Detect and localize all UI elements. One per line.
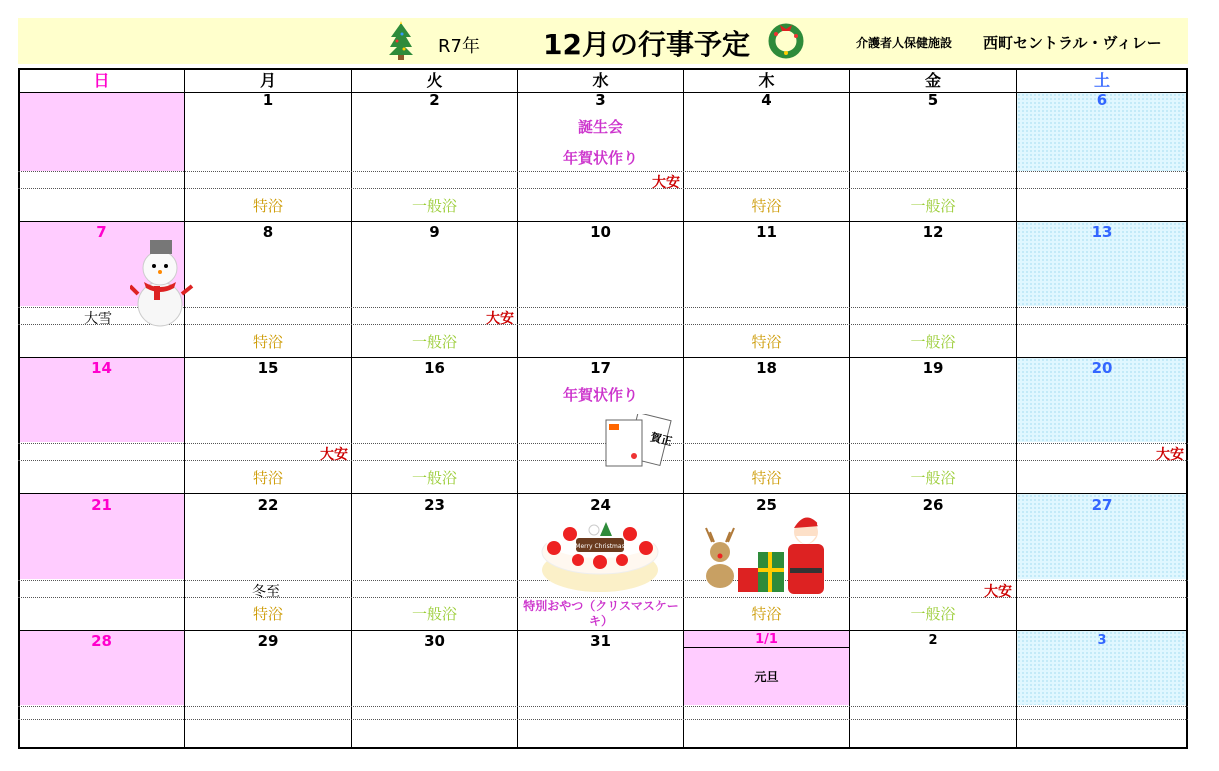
day-number: 10 <box>590 223 611 241</box>
weekday-thu: 木 <box>758 71 775 90</box>
day-number: 22 <box>257 496 279 514</box>
year-label: R7年 <box>438 36 480 57</box>
weekday-wed: 水 <box>592 71 609 90</box>
event-nengajo: 年賀状作り <box>562 386 638 404</box>
special-bath: 特浴 <box>751 605 782 623</box>
page-title: 12月の行事予定 <box>543 28 750 61</box>
taian-label: 大安 <box>984 584 1012 600</box>
new-year-card-icon <box>604 414 674 470</box>
day-number: 1 <box>262 91 274 109</box>
day-number: 18 <box>756 359 777 377</box>
taian-label: 大安 <box>320 447 348 463</box>
general-bath: 一般浴 <box>910 333 956 351</box>
day-number: 25 <box>756 496 777 514</box>
day-number: 9 <box>429 223 440 241</box>
day-number: 4 <box>761 91 772 109</box>
day-number: 7 <box>96 223 107 241</box>
santa-reindeer-icon <box>698 508 840 598</box>
general-bath: 一般浴 <box>910 469 956 487</box>
day-number: 14 <box>91 359 112 377</box>
general-bath: 一般浴 <box>411 333 457 351</box>
general-bath: 一般浴 <box>910 197 956 215</box>
day-number: 26 <box>922 496 944 514</box>
general-bath: 一般浴 <box>411 469 457 487</box>
event-birthday: 誕生会 <box>577 118 623 136</box>
special-bath: 特浴 <box>252 469 283 487</box>
weekday-sat: 土 <box>1093 71 1110 90</box>
weekday-sun: 日 <box>93 71 110 90</box>
day-number: 20 <box>1091 359 1113 377</box>
svg-text:Merry Christmas: Merry Christmas <box>575 543 625 550</box>
christmas-cake-icon <box>540 518 662 594</box>
day-number: 2 <box>429 91 440 109</box>
special-bath: 特浴 <box>252 333 283 351</box>
general-bath: 一般浴 <box>910 605 956 623</box>
christmas-tree-icon <box>388 21 414 61</box>
special-bath: 特浴 <box>751 469 782 487</box>
day-number: 2 <box>928 633 938 648</box>
solar-term-touji: 冬至 <box>252 584 280 600</box>
event-special-snack: 特別おやつ（クリスマスケーキ） <box>523 599 679 628</box>
general-bath: 一般浴 <box>411 605 457 623</box>
special-bath: 特浴 <box>252 605 283 623</box>
day-number: 30 <box>424 632 445 650</box>
day-number: 13 <box>1091 223 1113 241</box>
day-number: 21 <box>91 496 112 514</box>
event-nengajo: 年賀状作り <box>562 149 638 167</box>
facility-type: 介護者人保健施設 <box>856 36 953 50</box>
day-number: 11 <box>756 223 777 241</box>
taian-label: 大安 <box>1156 447 1184 463</box>
weekday-tue: 火 <box>426 71 443 90</box>
special-bath: 特浴 <box>751 333 782 351</box>
special-bath: 特浴 <box>751 197 782 215</box>
day-number: 16 <box>424 359 445 377</box>
facility-name: 西町セントラル・ヴィレー <box>983 34 1162 52</box>
day-number: 3 <box>595 91 606 109</box>
taian-label: 大安 <box>486 311 514 327</box>
solar-term-taisetsu: 大雪 <box>84 311 112 327</box>
day-number: 6 <box>1096 91 1108 109</box>
day-number: 31 <box>590 632 611 650</box>
day-number: 17 <box>590 359 611 377</box>
day-number: 24 <box>590 496 611 514</box>
day-number: 15 <box>257 359 279 377</box>
day-number: 27 <box>1091 496 1113 514</box>
day-number: 8 <box>262 223 274 241</box>
snowman-icon <box>130 238 196 328</box>
day-number: 23 <box>424 496 445 514</box>
taian-label: 大安 <box>652 175 680 191</box>
day-number: 5 <box>927 91 939 109</box>
day-number: 29 <box>257 632 279 650</box>
weekday-mon: 月 <box>259 71 276 90</box>
weekday-fri: 金 <box>924 71 941 90</box>
day-number: 28 <box>91 632 112 650</box>
day-number: 12 <box>922 223 944 241</box>
general-bath: 一般浴 <box>411 197 457 215</box>
event-ganjitsu: 元旦 <box>754 670 779 684</box>
svg-text:賀正: 賀正 <box>649 430 674 449</box>
day-number: 3 <box>1097 633 1107 648</box>
wreath-icon <box>766 20 806 60</box>
special-bath: 特浴 <box>252 197 283 215</box>
day-number: 1/1 <box>755 632 778 647</box>
day-number: 19 <box>922 359 944 377</box>
